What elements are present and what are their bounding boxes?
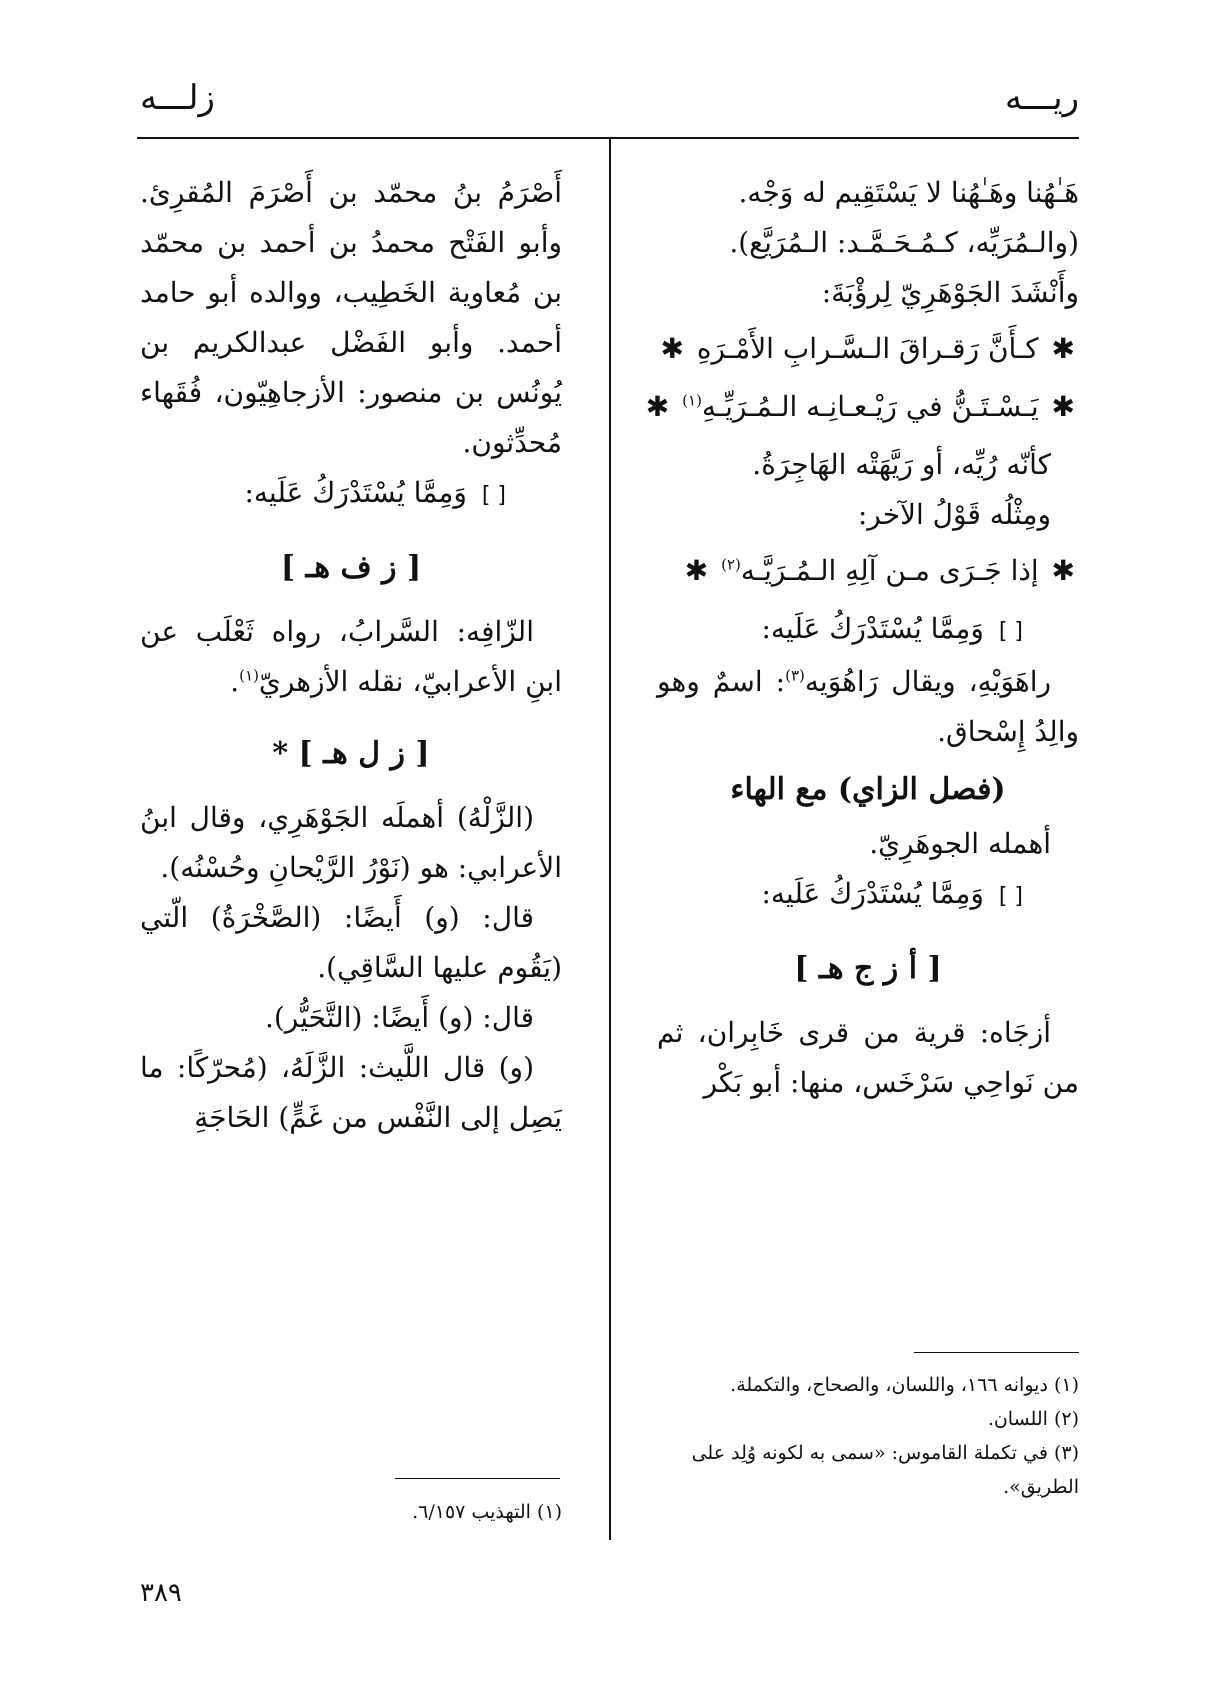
verse-line bbox=[657, 324, 1079, 374]
footnote-marker: (٢) bbox=[721, 555, 741, 574]
page-number: ٣٨٩ bbox=[140, 1578, 182, 1608]
footnote-marker: (٣) bbox=[785, 666, 805, 685]
verse-text: يَـسْـتَـنُّ في رَيْـعـانِـه الـمُـرَيِّـهِ bbox=[701, 390, 1039, 423]
footnotes-right bbox=[657, 1368, 1079, 1504]
text-line: كأنّه رُيِّه، أو رَيَّهَتْه الهَاجِرَةُ. bbox=[752, 448, 1051, 481]
supplement-note: وَمِمَّا يُسْتَدْرَكُ عَلَيه: bbox=[761, 877, 984, 910]
text-line: هَـٰهُنا وهَـٰهُنا لا يَسْتَقِيم له وَجْه. bbox=[738, 176, 1079, 209]
footnotes-left bbox=[140, 1495, 562, 1529]
verse-text: كـأَنَّ رَقـراقَ الـسَّـرابِ الأَمْـرَهِ bbox=[696, 332, 1039, 365]
verse-text: إذا جَـرَى مـن آلِهِ الـمُـرَيَّـه bbox=[740, 554, 1039, 587]
supplement-note: وَمِمَّا يُسْتَدْرَكُ عَلَيه: bbox=[761, 612, 984, 645]
column-divider bbox=[609, 138, 611, 1540]
star-icon: ✱ bbox=[1051, 554, 1075, 587]
text-line bbox=[140, 607, 562, 707]
left-column bbox=[140, 168, 562, 1143]
section-title: (فصل الزاي) مع الهاء bbox=[730, 772, 1006, 807]
footnote-rule-right bbox=[914, 1352, 1079, 1353]
empty-bracket-icon: [ ] bbox=[481, 483, 506, 508]
text-line bbox=[657, 604, 1079, 657]
footnote: (١) التهذيب ٦/١٥٧. bbox=[412, 1501, 562, 1523]
entry-title: [ ز ف هـ ] bbox=[280, 550, 422, 585]
footnote-marker: (١) bbox=[682, 391, 702, 410]
star-icon: ✱ bbox=[645, 390, 670, 423]
text-line bbox=[140, 468, 562, 521]
star-icon: ✱ bbox=[684, 554, 709, 587]
text-line: ومِثْلُه قَوْلُ الآخر: bbox=[857, 498, 1051, 531]
footnote: (١) ديوانه ١٦٦، واللسان، والصحاح، والتكملة. bbox=[730, 1374, 1079, 1396]
entry-text: راهَوَيْهِ، ويقال رَاهُوَيه bbox=[804, 665, 1051, 698]
header-rule bbox=[137, 137, 1079, 139]
text-line: (والـمُرَيِّه، كـمُـحَـمَّـد: الـمُرَيَّع). bbox=[729, 226, 1079, 259]
star-icon: ✱ bbox=[660, 332, 684, 365]
footnote: (٢) اللسان. bbox=[987, 1408, 1079, 1430]
star-icon: ✱ bbox=[1051, 390, 1075, 423]
verse-line bbox=[657, 546, 1079, 596]
footnote-marker: (١) bbox=[239, 666, 259, 685]
running-head-left: زلـــه bbox=[140, 78, 215, 118]
text-line: قال: (و) أَيضًا: (التَّحَيُّر). bbox=[264, 1001, 534, 1034]
text-line bbox=[657, 869, 1079, 922]
text-line: قال: (و) أَيضًا: (الصَّخْرَةُ) الّتي (يَقُوم عليها السَّاقِي). bbox=[140, 901, 562, 984]
verse-line bbox=[645, 382, 1079, 432]
text-line: (الزَّلْهُ) أهملَه الجَوْهَرِي، وقال ابنُ الأعرابي: هو (نَوْرُ الرَّيْحانِ وحُسْنُه). bbox=[140, 801, 562, 884]
empty-bracket-icon: [ ] bbox=[998, 884, 1023, 909]
footnote-rule-left bbox=[395, 1478, 560, 1479]
right-column bbox=[645, 168, 1079, 1108]
star-icon: ✱ bbox=[1051, 332, 1075, 365]
entry-title: [ ز ل هـ ] * bbox=[272, 736, 430, 771]
text-line: وأَنْشَدَ الجَوْهَرِيّ لِرؤْبَةَ: bbox=[821, 276, 1079, 309]
text-line: أزجَاه: قرية من قرى خَابِران، ثم من نَواحِي سَرْخَس، منها: أبو بَكْر bbox=[657, 1016, 1079, 1099]
entry-title: [ أ ز ج هـ ] bbox=[794, 951, 942, 986]
entry-text: الزّافِه: السَّرابُ، رواه ثَعْلَب عن ابنِ الأعرابيّ، نقله الأزهريّ bbox=[140, 615, 562, 698]
text-line: (و) قال اللَّيث: الزَّلَهُ، (مُحرّكًا: ما يَصِل إلى النَّفْس من غَمٍّ) الحَاجَةِ bbox=[140, 1051, 562, 1134]
entry-text-tail: . bbox=[230, 665, 240, 698]
text-line: أهمله الجوهَرِيّ. bbox=[869, 827, 1051, 860]
supplement-note: وَمِمَّا يُسْتَدْرَكُ عَلَيه: bbox=[244, 476, 467, 509]
text-line bbox=[657, 657, 1079, 757]
empty-bracket-icon: [ ] bbox=[998, 619, 1023, 644]
running-head-right: ريـــه bbox=[1005, 78, 1079, 118]
footnote: (٣) في تكملة القاموس: «سمى به لكونه وُلِد على الطريق». bbox=[691, 1442, 1079, 1498]
entry-text-tail: : اسمٌ وهو والِدُ إِسْحاق. bbox=[657, 665, 1079, 748]
text-line: أَصْرَمُ بنُ محمّد بن أَصْرَمَ المُقرِئ. وأبو الفَتْح محمدُ بن أحمد بن محمّد بن مُعاوية الخَطِيب، ووالده أبو حامد أحمد. وأبو الفَضْل عبدالكريم بن يُونُس بن منصور: الأزجاهِيّون، فُقَهاء مُحدِّثون. bbox=[140, 176, 562, 459]
